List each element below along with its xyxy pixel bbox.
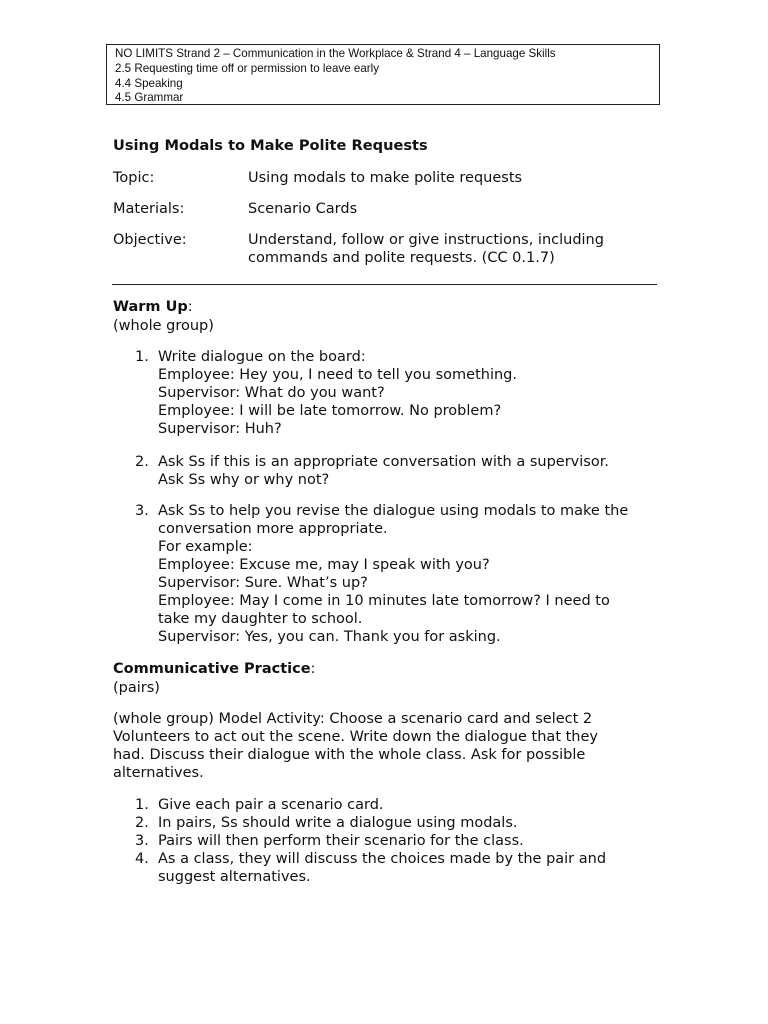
warm-up-colon: :: [187, 299, 193, 315]
standards-line: 4.4 Speaking: [115, 76, 183, 90]
list-line: Supervisor: Yes, you can. Thank you for asking.: [158, 629, 501, 645]
list-line: Employee: May I come in 10 minutes late tomorrow? I need to: [158, 593, 610, 609]
communicative-practice-grouping: (pairs): [113, 680, 160, 696]
warm-up-heading-text: Warm Up: [113, 299, 188, 315]
warm-up-heading: [113, 298, 193, 316]
list-number: 2.: [135, 815, 149, 831]
list-number: 3.: [135, 833, 149, 849]
standards-line: NO LIMITS Strand 2 – Communication in the Workplace & Strand 4 – Language Skills: [115, 47, 556, 60]
list-number: 1.: [135, 349, 149, 365]
objective-value: Understand, follow or give instructions, including commands and polite requests. (CC 0.1.7): [248, 232, 604, 266]
standards-box: [106, 44, 660, 105]
communicative-practice-heading-text: Communicative Practice: [113, 661, 311, 677]
materials-label: Materials:: [113, 201, 185, 217]
list-line: suggest alternatives.: [158, 869, 311, 885]
communicative-practice-heading: [113, 660, 315, 678]
list-line: Write dialogue on the board:: [158, 349, 366, 365]
list-number: 3.: [135, 503, 149, 519]
list-line: For example:: [158, 539, 253, 555]
list-number: 4.: [135, 851, 149, 867]
list-line: take my daughter to school.: [158, 611, 363, 627]
list-line: Employee: Excuse me, may I speak with you?: [158, 557, 490, 573]
list-line: Employee: Hey you, I need to tell you something.: [158, 367, 517, 383]
list-line: Supervisor: What do you want?: [158, 385, 385, 401]
list-number: 2.: [135, 454, 149, 470]
list-line: Ask Ss to help you revise the dialogue using modals to make the: [158, 503, 629, 519]
model-activity-paragraph: (whole group) Model Activity: Choose a scenario card and select 2 Volunteers to act out the scene. Write down the dialogue that they had. Discuss their dialogue with the whole class. Ask for possible alternatives.: [113, 711, 598, 781]
topic-value: Using modals to make polite requests: [248, 170, 523, 186]
topic-label: Topic:: [113, 170, 155, 186]
standards-line: 4.5 Grammar: [115, 91, 184, 105]
lesson-title: Using Modals to Make Polite Requests: [113, 137, 428, 154]
materials-value: Scenario Cards: [248, 201, 358, 217]
list-line: Employee: I will be late tomorrow. No problem?: [158, 403, 502, 419]
list-line: Ask Ss why or why not?: [158, 472, 330, 488]
standards-line: 2.5 Requesting time off or permission to leave early: [115, 61, 380, 75]
list-line: Ask Ss if this is an appropriate conversation with a supervisor.: [158, 454, 609, 470]
communicative-practice-colon: :: [310, 661, 316, 677]
list-number: 1.: [135, 797, 149, 813]
list-line: Pairs will then perform their scenario for the class.: [158, 833, 524, 849]
list-line: Give each pair a scenario card.: [158, 797, 384, 813]
list-line: conversation more appropriate.: [158, 521, 388, 537]
list-line: As a class, they will discuss the choices made by the pair and: [158, 851, 607, 867]
warm-up-grouping: (whole group): [113, 318, 214, 334]
section-divider: [112, 284, 657, 285]
list-line: Supervisor: Sure. What’s up?: [158, 575, 368, 591]
list-line: Supervisor: Huh?: [158, 421, 282, 437]
list-line: In pairs, Ss should write a dialogue using modals.: [158, 815, 518, 831]
objective-label: Objective:: [113, 232, 187, 248]
